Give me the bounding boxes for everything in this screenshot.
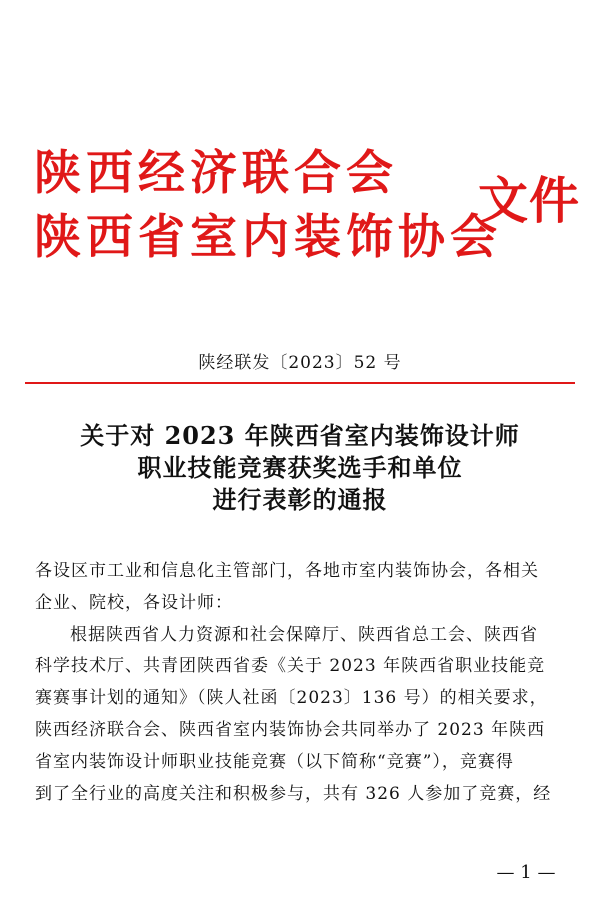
notice-body [35, 556, 575, 810]
red-divider-line [25, 382, 575, 384]
org-name-economic-federation: 陕西经济联合会 [34, 146, 398, 201]
body-line: 省室内装饰设计师职业技能竞赛（以下简称“竞赛”），竞赛得 [35, 751, 514, 772]
body-line: 到了全行业的高度关注和积极参与，共有 326 人参加了竞赛，经 [35, 783, 552, 804]
page-number: — 1 — [496, 862, 556, 883]
body-line: 陕西经济联合会、陕西省室内装饰协会共同举办了 2023 年陕西 [35, 719, 546, 740]
letterhead [34, 146, 502, 265]
title-line-1: 关于对 2023 年陕西省室内装饰设计师 [80, 421, 520, 450]
page-number-footer [0, 862, 600, 883]
title-line-2: 职业技能竞赛获奖选手和单位 [137, 453, 463, 482]
title-line-3: 进行表彰的通报 [212, 485, 388, 514]
body-line: 根据陕西省人力资源和社会保障厅、陕西省总工会、陕西省 [70, 624, 538, 645]
notice-title [0, 420, 600, 516]
body-line: 赛赛事计划的通知》（陕人社函〔2023〕136 号）的相关要求， [35, 688, 548, 709]
body-line: 科学技术厅、共青团陕西省委《关于 2023 年陕西省职业技能竞 [35, 656, 546, 677]
addressee-line: 各设区市工业和信息化主管部门，各地市室内装饰协会，各相关 [35, 561, 539, 581]
document-suffix: 文件 [478, 172, 580, 230]
org-name-decoration-association: 陕西省室内装饰协会 [34, 210, 502, 265]
document-number: 陕经联发〔2023〕52 号 [198, 353, 402, 373]
addressee-line: 企业、院校，各设计师： [35, 592, 233, 613]
